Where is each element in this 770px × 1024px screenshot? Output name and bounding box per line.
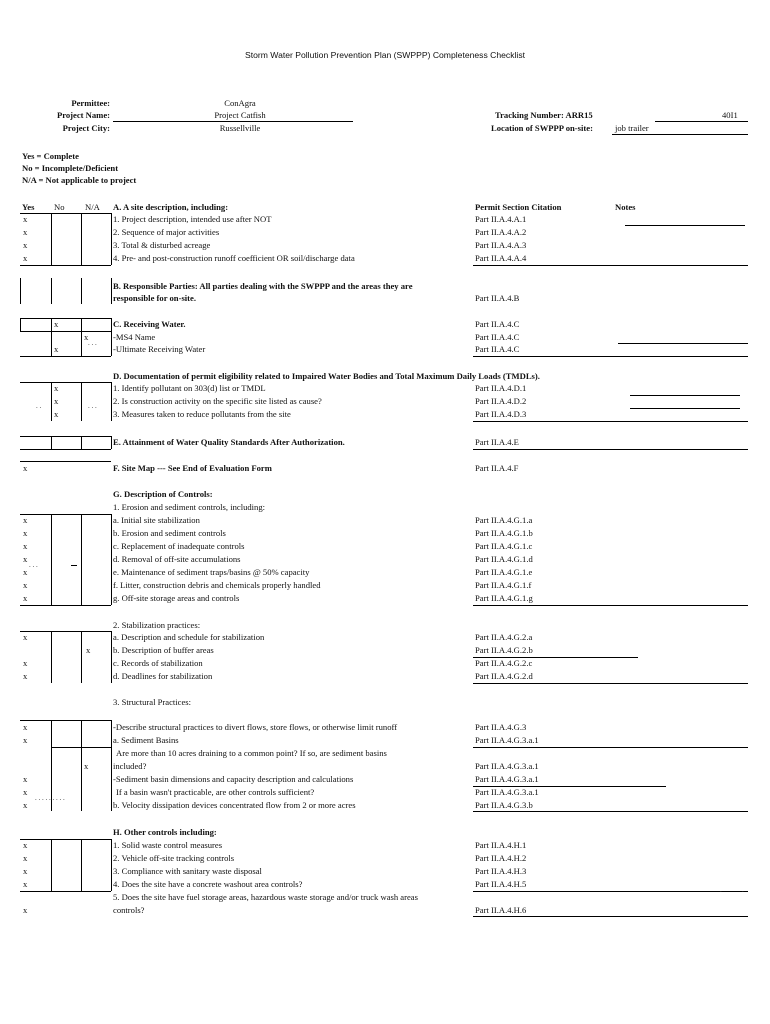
item-a1: 1. Project description, intended use after NOT: [113, 214, 272, 224]
cite-d1: Part II.A.4.D.1: [475, 383, 527, 393]
mark-g3a-dims: x: [23, 774, 28, 784]
cite-h1: Part II.A.4.H.1: [475, 840, 527, 850]
legend-no: No = Incomplete/Deficient: [22, 163, 119, 173]
item-g3a: a. Sediment Basins: [113, 735, 179, 745]
item-g1c: c. Replacement of inadequate controls: [113, 541, 245, 551]
item-h5: 5. Does the site have fuel storage areas, hazardous waste storage and/or truck wash areas: [113, 892, 418, 902]
col-citation: Permit Section Citation: [475, 202, 562, 212]
item-g3a-question: Are more than 10 acres draining to a common point? If so, are sediment basins: [116, 748, 387, 758]
item-g1f: f. Litter, construction debris and chemicals properly handled: [113, 580, 321, 590]
project-name-value: Project Catfish: [214, 110, 266, 120]
cite-d3: Part II.A.4.D.3: [475, 409, 527, 419]
cite-g1c: Part II.A.4.G.1.c: [475, 541, 533, 551]
item-g1b: b. Erosion and sediment controls: [113, 528, 226, 538]
item-d1: 1. Identify pollutant on 303(d) list or TMDL: [113, 383, 266, 393]
mark-h2: x: [23, 853, 28, 863]
mark-h5: x: [23, 905, 28, 915]
cite-c2: Part II.A.4.C: [475, 344, 520, 354]
mark-c1: x: [84, 332, 89, 342]
cite-d2: Part II.A.4.D.2: [475, 396, 527, 406]
mark-g3a: x: [23, 735, 28, 745]
col-notes: Notes: [615, 202, 636, 212]
item-d3: 3. Measures taken to reduce pollutants from the site: [113, 409, 291, 419]
item-c1: -MS4 Name: [113, 332, 156, 342]
cite-g1e: Part II.A.4.G.1.e: [475, 567, 533, 577]
mark-a1: x: [23, 214, 28, 224]
item-g3: -Describe structural practices to divert flows, store flows, or otherwise limit runoff: [113, 722, 398, 732]
item-h1: 1. Solid waste control measures: [113, 840, 223, 850]
location-value: job trailer: [615, 123, 649, 133]
item-g3a-dims: -Sediment basin dimensions and capacity description and calculations: [113, 774, 354, 784]
mark-g3a-alt: x: [23, 787, 28, 797]
cite-g2d: Part II.A.4.G.2.d: [475, 671, 533, 681]
mark-g1e: x: [23, 567, 28, 577]
mark-d3: x: [54, 409, 59, 419]
item-h3: 3. Compliance with sanitary waste disposal: [113, 866, 262, 876]
mark-c2: x: [54, 344, 59, 354]
project-city-label: Project City:: [62, 123, 110, 133]
mark-g1g: x: [23, 593, 28, 603]
mark-g2b: x: [86, 645, 91, 655]
legend-na: N/A = Not applicable to project: [22, 175, 137, 185]
section-d-heading: D. Documentation of permit eligibility related to Impaired Water Bodies and Total Maximum Daily Loads (TMDLs).: [113, 371, 540, 381]
section-e-heading: E. Attainment of Water Quality Standards After Authorization.: [113, 437, 345, 447]
item-g1g: g. Off-site storage areas and controls: [113, 593, 240, 603]
item-h4: 4. Does the site have a concrete washout area controls?: [113, 879, 303, 889]
cite-a2: Part II.A.4.A.2: [475, 227, 527, 237]
cite-a1: Part II.A.4.A.1: [475, 214, 527, 224]
cite-e: Part II.A.4.E: [475, 437, 519, 447]
col-no: No: [54, 202, 65, 212]
mark-g3a-basins: x: [84, 761, 89, 771]
section-h-heading: H. Other controls including:: [113, 827, 217, 837]
item-g2d: d. Deadlines for stabilization: [113, 671, 213, 681]
item-g2b: b. Description of buffer areas: [113, 645, 214, 655]
permittee-value: ConAgra: [224, 98, 256, 108]
item-g1a: a. Initial site stabilization: [113, 515, 200, 525]
cite-g1g: Part II.A.4.G.1.g: [475, 593, 533, 603]
mark-g1c: x: [23, 541, 28, 551]
mark-g1d: x: [23, 554, 28, 564]
cite-g1f: Part II.A.4.G.1.f: [475, 580, 532, 590]
mark-a3: x: [23, 240, 28, 250]
cite-g1a: Part II.A.4.G.1.a: [475, 515, 533, 525]
section-f-heading: F. Site Map --- See End of Evaluation Form: [113, 463, 272, 473]
mark-h3: x: [23, 866, 28, 876]
cite-h6: Part II.A.4.H.6: [475, 905, 527, 915]
mark-g1b: x: [23, 528, 28, 538]
page-title: Storm Water Pollution Prevention Plan (SWPPP) Completeness Checklist: [244, 50, 526, 60]
item-g3a-question-2: included?: [113, 761, 147, 771]
mark-d2: x: [54, 396, 59, 406]
section-b-heading-2: responsible for on-site.: [113, 293, 196, 303]
cite-a3: Part II.A.4.A.3: [475, 240, 527, 250]
item-h5-cont: controls?: [113, 905, 145, 915]
item-g3b: b. Velocity dissipation devices concentrated flow from 2 or more acres: [113, 800, 356, 810]
cite-f: Part II.A.4.F: [475, 463, 519, 473]
mark-g3: x: [23, 722, 28, 732]
permittee-label: Permittee:: [71, 98, 110, 108]
section-g-sub1: 1. Erosion and sediment controls, including:: [113, 502, 266, 512]
mark-f: x: [23, 463, 28, 473]
cite-g3a-dims: Part II.A.4.G.3.a.1: [475, 774, 539, 784]
tracking-label: Tracking Number: ARR15: [495, 110, 593, 120]
mark-a2: x: [23, 227, 28, 237]
project-name-label: Project Name:: [56, 110, 110, 120]
cite-a4: Part II.A.4.A.4: [475, 253, 527, 263]
cite-g3b: Part II.A.4.G.3.b: [475, 800, 533, 810]
section-g-sub3: 3. Structural Practices:: [113, 697, 192, 707]
cite-g2c: Part II.A.4.G.2.c: [475, 658, 533, 668]
cite-g3a-basins: Part II.A.4.G.3.a.1: [475, 761, 539, 771]
mark-c: x: [54, 319, 59, 329]
cite-g1b: Part II.A.4.G.1.b: [475, 528, 533, 538]
location-label: Location of SWPPP on-site:: [491, 123, 593, 133]
item-d2: 2. Is construction activity on the specific site listed as cause?: [113, 396, 322, 406]
cite-g3a-alt: Part II.A.4.G.3.a.1: [475, 787, 539, 797]
tracking-value: 40I1: [722, 110, 738, 120]
cite-g1d: Part II.A.4.G.1.d: [475, 554, 533, 564]
mark-h1: x: [23, 840, 28, 850]
item-h2: 2. Vehicle off-site tracking controls: [113, 853, 235, 863]
item-a2: 2. Sequence of major activities: [113, 227, 220, 237]
section-b-heading-1: B. Responsible Parties: All parties dealing with the SWPPP and the areas they are: [113, 281, 413, 291]
item-g2a: a. Description and schedule for stabilization: [113, 632, 265, 642]
item-g1e: e. Maintenance of sediment traps/basins @ 50% capacity: [113, 567, 310, 577]
cite-g3: Part II.A.4.G.3: [475, 722, 527, 732]
cite-b: Part II.A.4.B: [475, 293, 520, 303]
cite-c: Part II.A.4.C: [475, 319, 520, 329]
item-a4: 4. Pre- and post-construction runoff coefficient OR soil/discharge data: [113, 253, 355, 263]
cite-g3a: Part II.A.4.G.3.a.1: [475, 735, 539, 745]
mark-a4: x: [23, 253, 28, 263]
cite-g2b: Part II.A.4.G.2.b: [475, 645, 533, 655]
item-g3a-alt: If a basin wasn't practicable, are other controls sufficient?: [116, 787, 315, 797]
mark-g2c: x: [23, 658, 28, 668]
cite-g2a: Part II.A.4.G.2.a: [475, 632, 533, 642]
col-yes: Yes: [22, 202, 35, 212]
cite-c1: Part II.A.4.C: [475, 332, 520, 342]
mark-g3b: x: [23, 800, 28, 810]
item-g1d: d. Removal of off-site accumulations: [113, 554, 241, 564]
section-c-heading: C. Receiving Water.: [113, 319, 186, 329]
section-a-heading: A. A site description, including:: [113, 202, 229, 212]
mark-h4: x: [23, 879, 28, 889]
mark-g1f: x: [23, 580, 28, 590]
item-g2c: c. Records of stabilization: [113, 658, 203, 668]
cite-h3: Part II.A.4.H.3: [475, 866, 527, 876]
project-city-value: Russellville: [219, 123, 261, 133]
item-c2: -Ultimate Receiving Water: [113, 344, 206, 354]
item-a3: 3. Total & disturbed acreage: [113, 240, 211, 250]
legend-yes: Yes = Complete: [22, 151, 79, 161]
cite-h2: Part II.A.4.H.2: [475, 853, 527, 863]
section-g-sub2: 2. Stabilization practices:: [113, 620, 201, 630]
mark-g2d: x: [23, 671, 28, 681]
section-g-heading: G. Description of Controls:: [113, 489, 213, 499]
mark-g2a: x: [23, 632, 28, 642]
mark-d1: x: [54, 383, 59, 393]
col-na: N/A: [85, 202, 100, 212]
mark-g1a: x: [23, 515, 28, 525]
cite-h5: Part II.A.4.H.5: [475, 879, 527, 889]
